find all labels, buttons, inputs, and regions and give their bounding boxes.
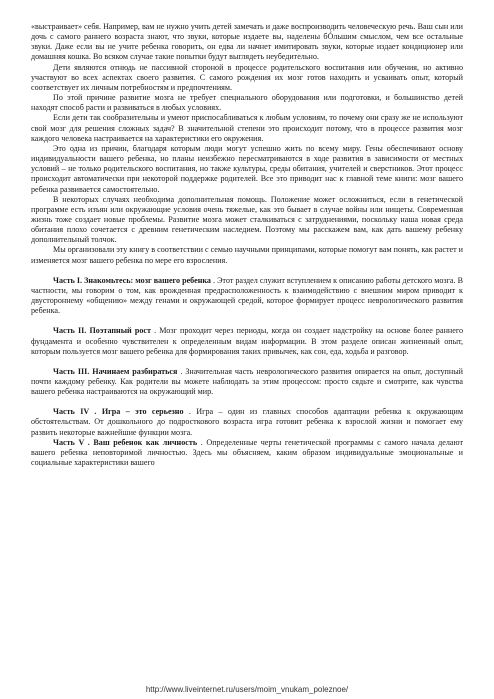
- part-paragraph: [31, 367, 463, 397]
- part-heading: Часть I. Знакомьтесь: мозг вашего ребенка: [53, 275, 211, 285]
- part-paragraph: [31, 407, 463, 437]
- paragraph: Дети являются отнюдь не пассивной стороной в процессе родительского воспитания или обучения, но активно участвуют во всех аспектах своего развития. С самого рождения их мозг готов находить и усваивать опыт, который соответствует их личным потребностям и предпочтениям.: [31, 62, 463, 92]
- part-heading: Часть IV . Игра – это серьезно: [53, 407, 184, 417]
- paragraph: Это одна из причин, благодаря которым люди могут успешно жить по всему миру. Гены обеспечивают основу индивидуальности вашего ребенка, но планы неизбежно пересматриваются в ходе развития в зависимости от местных условий – не только родительского воспитания, но также культуры, среды обитания, учителей и сверстников. Этот процесс происходит автоматически при некоторой поддержке родителей. Все это приводит нас к главной теме книги: мозг вашего ребенка развивается самостоятельно.: [31, 143, 463, 194]
- paragraph: По этой причине развитие мозга не требует специального оборудования или подготовки, и большинство детей находят способ расти и развиваться в любых условиях.: [31, 93, 463, 113]
- part-paragraph: [31, 438, 463, 468]
- part-heading: Часть II. Поэтапный рост: [53, 326, 151, 336]
- part-paragraph: [31, 326, 463, 356]
- document-page: [31, 22, 463, 468]
- part-text: . Определенные черты генетической программы с самого начала делают вашего ребенка неповторимой личностью. Здесь мы объясняем, каким образом индивидуальные эмоциональные и социальные характеристики вашего: [31, 437, 463, 468]
- paragraph: Если дети так сообразительны и умеют приспосабливаться к любым условиям, то почему они сразу же не используют свой мозг для решения сложных задач? В значительной степени это происходит потому, что в процессе развития мозг каждого человека настраивается на характеристики его окружения.: [31, 113, 463, 143]
- part-paragraph: [31, 276, 463, 317]
- part-text: . Этот раздел служит вступлением к описанию работы детского мозга. В частности, мы говорим о том, как врожденная предрасположенность к взаимодействию с внешним миром приводит к двустороннему «общению» между генами и окружающей средой, которое формирует процесс неврологического развития ребенка.: [31, 275, 463, 316]
- paragraph: Мы организовали эту книгу в соответствии с семью научными принципами, которые помогут вам понять, как растет и изменяется мозг вашего ребенка по мере его взросления.: [31, 245, 463, 265]
- part-heading: Часть V . Ваш ребенок как личность: [53, 437, 198, 447]
- paragraph: В некоторых случаях необходима дополнительная помощь. Положение может осложниться, если в генетической программе есть изъян или окружающие условия очень тяжелые, как это бывает в случае войны или нищеты. Современная жизнь тоже создает новые проблемы. Развитие мозга может сталкиваться с затруднениями, поскольку наша новая среда обитания плохо сочетается с древним генетическим наследием. Поэтому мы расскажем вам, как дать вашему ребенку дополнительный толчок.: [31, 194, 463, 245]
- part-text: . Игра – один из главных способов адаптации ребенка к окружающим обстоятельствам. От дошкольного до подросткового возраста игра готовит ребенка к взрослой жизни и помогает ему развить некоторые важнейшие функции мозга.: [31, 407, 463, 437]
- source-url-footer[interactable]: http://www.liveinternet.ru/users/moim_vnukam_poleznoe/: [145, 685, 349, 694]
- part-heading: Часть III. Начинаем разбираться: [53, 366, 178, 376]
- part-text: . Мозг проходит через периоды, когда он создает надстройку на основе более раннего фундамента и особенно чувствителен к определенным видам информации. В этом разделе описан жизненный опыт, которым пользуется мозг вашего ребенка для формирования таких привычек, как сон, еда, ходьба и разговор.: [31, 326, 463, 356]
- part-text: . Значительная часть неврологического развития опирается на опыт, доступный почти каждому ребенку. Как родители вы можете наблюдать за этим процессом: просто сядьте и смотрите, как чувства вашего ребенка настраиваются на окружающий мир.: [31, 366, 463, 397]
- paragraph: «выстраивает» себя. Например, вам не нужно учить детей замечать и даже воспроизводить человеческую речь. Ваш сын или дочь с самого раннего возраста знают, что звуки, которые издаете вы, наделены бÓльшим смыслом, чем все остальные звуки. Даже если вы не учите ребенка говорить, он едва ли начнет имитировать звуки, которые издает кондиционер или домашняя кошка. Во всяком случае такие попытки будут выглядеть неубедительно.: [31, 22, 463, 62]
